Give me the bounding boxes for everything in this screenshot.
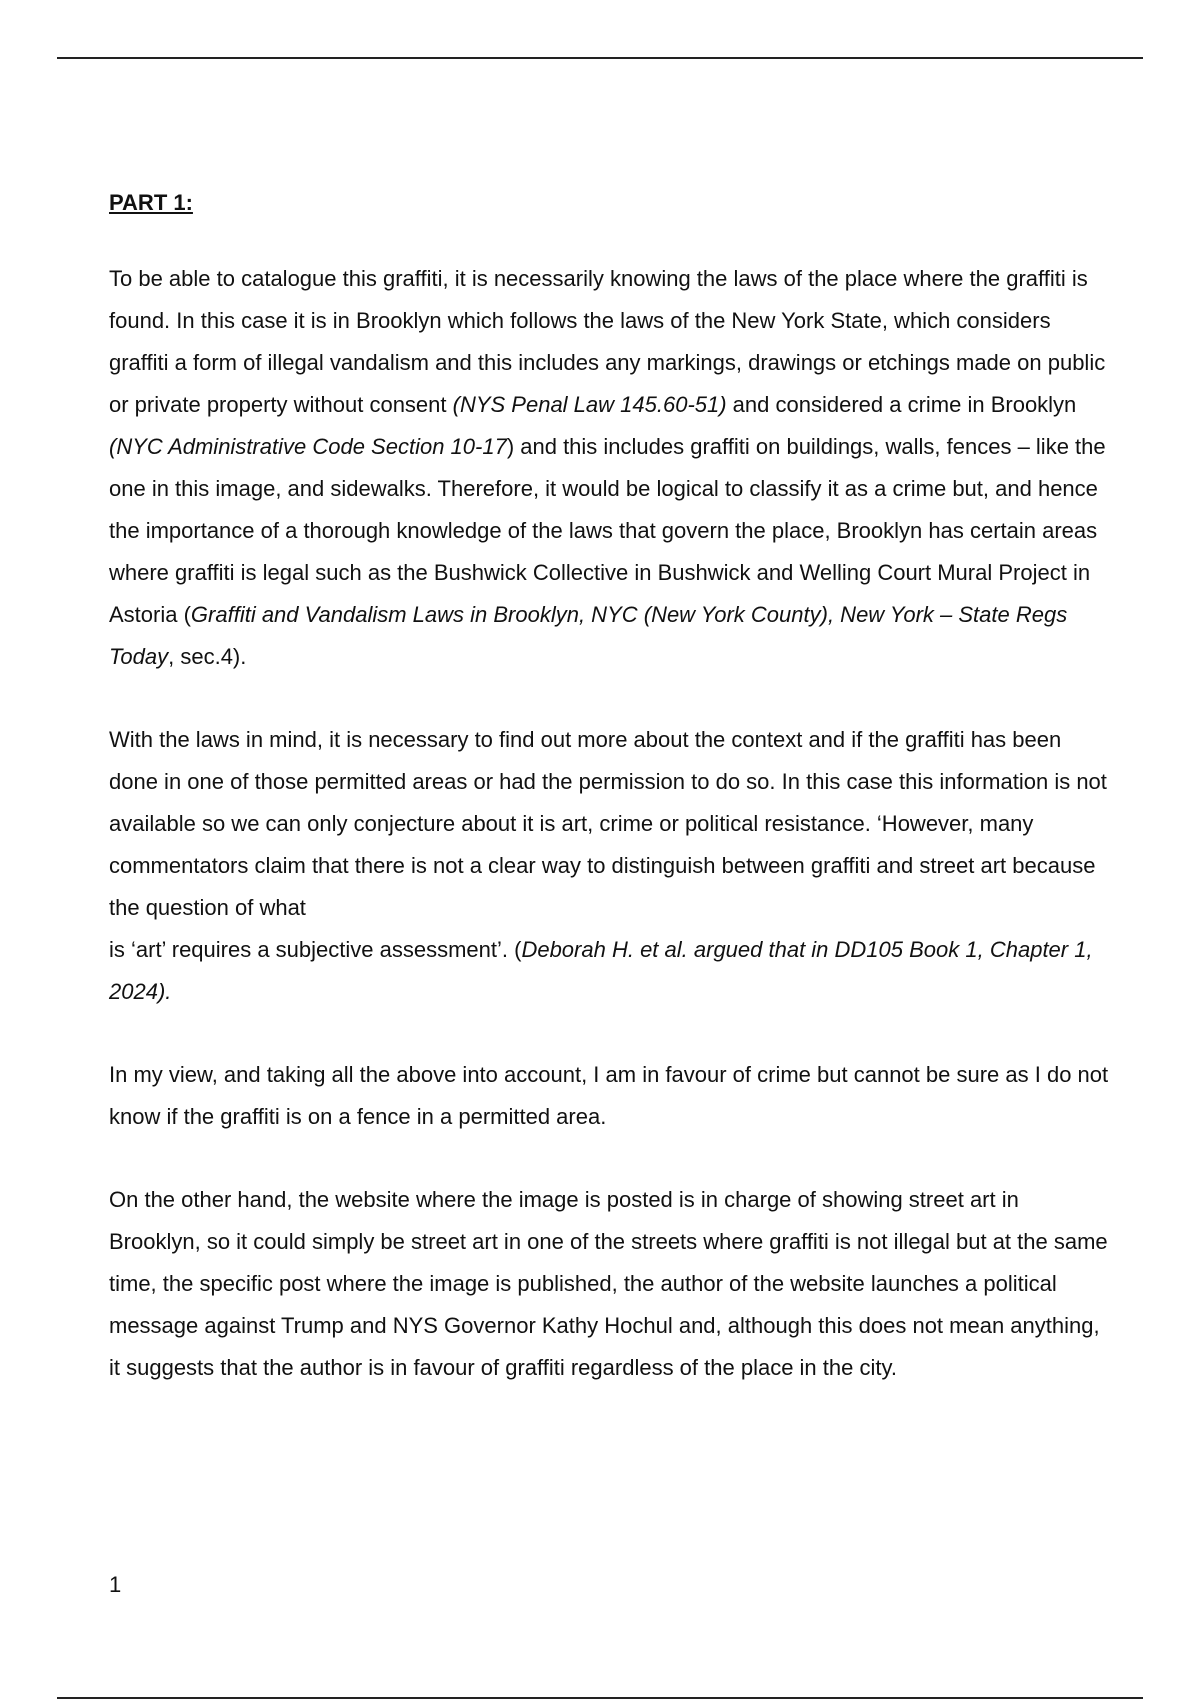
paragraph-laws xyxy=(109,258,1109,678)
paragraph-context xyxy=(109,719,1109,1013)
footer-rule xyxy=(57,1697,1143,1699)
citation-penal-law: (NYS Penal Law 145.60-51) xyxy=(452,392,727,417)
citation-dd105: Deborah H. et al. argued that in DD105 Book 1, Chapter 1, 2024). xyxy=(109,937,1093,1004)
citation-admin-code: (NYC Administrative Code Section 10-17 xyxy=(109,434,507,459)
paragraph-view: In my view, and taking all the above into account, I am in favour of crime but cannot be sure as I do not know if the graffiti is on a fence in a permitted area. xyxy=(109,1062,1109,1129)
paragraph-text: , sec.4). xyxy=(168,644,247,669)
paragraph-text: To be able to catalogue this graffiti, it is necessarily knowing the laws of the place where the graffiti is found. In this case it is in Brooklyn which follows the laws of the New York State, which considers graffiti a form of illegal vandalism and this includes any markings, drawings or etchings made on public or private property without consent xyxy=(109,266,1106,417)
paragraph-text: ) and this includes graffiti on buildings, walls, fences – like the one in this image, and sidewalks. Therefore, it would be logical to classify it as a crime but, and hence the importance of a thorough knowledge of the laws that govern the place, Brooklyn has certain areas where graffiti is legal such as the Bushwick Collective in Bushwick and Welling Court Mural Project in Astoria ( xyxy=(109,434,1106,627)
document-body xyxy=(109,188,1109,1430)
page-number: 1 xyxy=(109,1572,122,1597)
citation-state-regs: Graffiti and Vandalism Laws in Brooklyn, NYC (New York County), New York – State Regs Today xyxy=(109,602,1068,669)
section-heading: PART 1: xyxy=(109,190,193,215)
paragraph-text: and considered a crime in Brooklyn xyxy=(726,392,1077,417)
header-rule xyxy=(57,57,1143,59)
paragraph-website: On the other hand, the website where the image is posted is in charge of showing street art in Brooklyn, so it could simply be street art in one of the streets where graffiti is not illegal but at the same time, the specific post where the image is published, the author of the website launches a political message against Trump and NYS Governor Kathy Hochul and, although this does not mean anything, it suggests that the author is in favour of graffiti regardless of the place in the city. xyxy=(109,1187,1108,1380)
paragraph-text: is ‘art’ requires a subjective assessment’. ( xyxy=(109,937,522,962)
paragraph-text: With the laws in mind, it is necessary to find out more about the context and if the graffiti has been done in one of those permitted areas or had the permission to do so. In this case this information is not available so we can only conjecture about it is art, crime or political resistance. ‘However, many commentators claim that there is not a clear way to distinguish between graffiti and street art because the question of what xyxy=(109,727,1107,920)
